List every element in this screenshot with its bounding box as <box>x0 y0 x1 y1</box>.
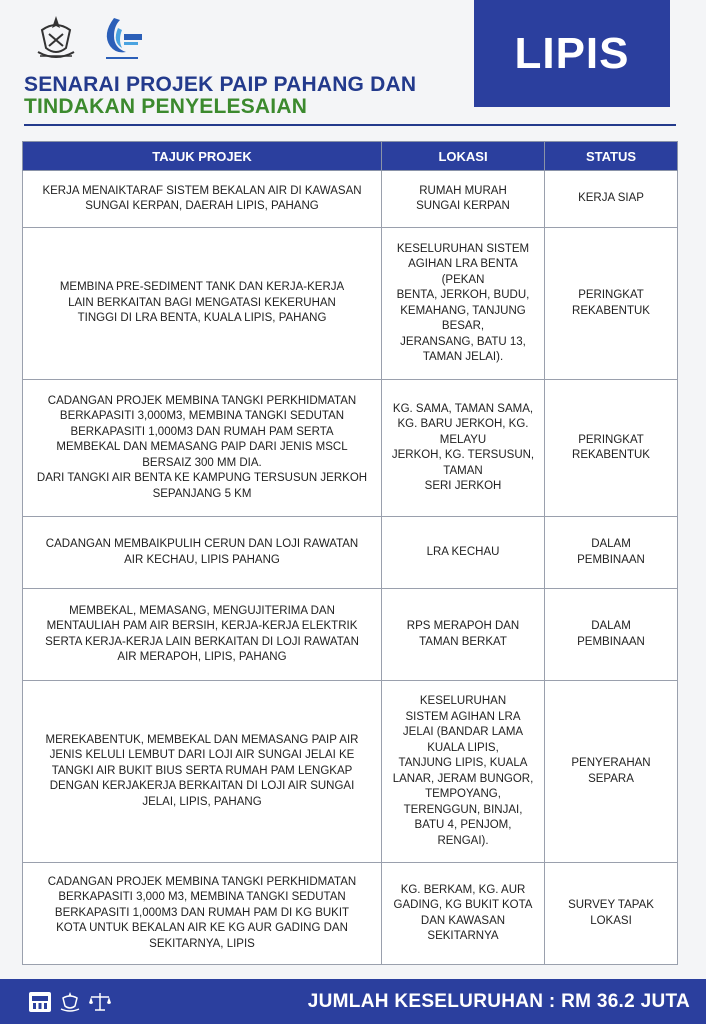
status-cell: PENYERAHAN SEPARA <box>545 681 678 863</box>
paip-logo-icon <box>96 12 148 64</box>
title-line-2: TINDAKAN PENYELESAIAN <box>24 95 308 118</box>
column-header-location: LOKASI <box>382 142 545 171</box>
table-row <box>23 171 678 228</box>
footer-logos <box>28 991 112 1013</box>
projects-table <box>22 141 678 965</box>
total-amount: JUMLAH KESELURUHAN : RM 36.2 JUTA <box>307 990 690 1012</box>
location-cell: KESELURUHAN SISTEM AGIHAN LRA JELAI (BANDAR LAMA KUALA LIPIS, TANJUNG LIPIS, KUALA LANAR, JERAM BUNGOR, TEMPOYANG, TERENGGUN, BINJAI, BATU 4, PENJOM, RENGAI). <box>382 681 545 863</box>
table-row <box>23 517 678 589</box>
project-title-cell: MEREKABENTUK, MEMBEKAL DAN MEMASANG PAIP AIR JENIS KELULI LEMBUT DARI LOJI AIR SUNGAI JELAI KE TANGKI AIR BUKIT BIUS SERTA RUMAH PAM LENGKAP DENGAN KERJAKERJA BERKAITAN DI LOJI AIR SUNGAI JELAI, LIPIS, PAHANG <box>23 681 382 863</box>
building-icon <box>28 991 52 1013</box>
table-header-row <box>23 142 678 171</box>
project-title-cell: KERJA MENAIKTARAF SISTEM BEKALAN AIR DI KAWASAN SUNGAI KERPAN, DAERAH LIPIS, PAHANG <box>23 171 382 228</box>
header-logos <box>30 10 148 66</box>
scales-icon <box>88 991 112 1013</box>
project-title-cell: CADANGAN MEMBAIKPULIH CERUN DAN LOJI RAWATAN AIR KECHAU, LIPIS PAHANG <box>23 517 382 589</box>
location-cell: KESELURUHAN SISTEM AGIHAN LRA BENTA (PEKAN BENTA, JERKOH, BUDU, KEMAHANG, TANJUNG BESAR, JERANSANG, BATU 13, TAMAN JELAI). <box>382 228 545 380</box>
table-row <box>23 681 678 863</box>
project-title-cell: MEMBEKAL, MEMASANG, MENGUJITERIMA DAN MENTAULIAH PAM AIR BERSIH, KERJA-KERJA ELEKTRIK SERTA KERJA-KERJA LAIN BERKAITAN DI LOJI RAWATAN AIR MERAPOH, LIPIS, PAHANG <box>23 589 382 681</box>
project-title-cell: MEMBINA PRE-SEDIMENT TANK DAN KERJA-KERJA LAIN BERKAITAN BAGI MENGATASI KEKERUHAN TINGGI DI LRA BENTA, KUALA LIPIS, PAHANG <box>23 228 382 380</box>
project-title-cell: CADANGAN PROJEK MEMBINA TANGKI PERKHIDMATAN BERKAPASITI 3,000 M3, MEMBINA TANGKI SEDUTAN BERKAPASITI 1,000M3 DAN RUMAH PAM DI KG BUKIT KOTA UNTUK BEKALAN AIR KE KG AUR GADING DAN SEKITARNYA, LIPIS <box>23 863 382 965</box>
title-line-1: SENARAI PROJEK PAIP PAHANG DAN <box>24 73 417 96</box>
location-cell: LRA KECHAU <box>382 517 545 589</box>
status-cell: DALAM PEMBINAAN <box>545 589 678 681</box>
table-row <box>23 863 678 965</box>
project-title-cell: CADANGAN PROJEK MEMBINA TANGKI PERKHIDMATAN BERKAPASITI 3,000M3, MEMBINA TANGKI SEDUTAN BERKAPASITI 1,000M3 DAN RUMAH PAM SERTA MEMBEKAL DAN MEMASANG PAIP DARI JENIS MSCL BERSAIZ 300 MM DIA. DARI TANGKI AIR BENTA KE KAMPUNG TERSUSUN JERKOH SEPANJANG 5 KM <box>23 380 382 517</box>
status-cell: SURVEY TAPAK LOKASI <box>545 863 678 965</box>
status-cell: DALAM PEMBINAAN <box>545 517 678 589</box>
status-cell: PERINGKAT REKABENTUK <box>545 380 678 517</box>
district-badge: LIPIS <box>474 0 670 107</box>
location-cell: RUMAH MURAH SUNGAI KERPAN <box>382 171 545 228</box>
status-cell: PERINGKAT REKABENTUK <box>545 228 678 380</box>
column-header-project: TAJUK PROJEK <box>23 142 382 171</box>
table-row <box>23 589 678 681</box>
location-cell: KG. BERKAM, KG. AUR GADING, KG BUKIT KOTA DAN KAWASAN SEKITARNYA <box>382 863 545 965</box>
page-title <box>24 74 464 118</box>
table-row <box>23 228 678 380</box>
pahang-state-crest-icon <box>30 12 82 64</box>
crest-icon <box>58 991 82 1013</box>
table-row <box>23 380 678 517</box>
title-divider <box>24 124 676 126</box>
location-cell: KG. SAMA, TAMAN SAMA, KG. BARU JERKOH, KG. MELAYU JERKOH, KG. TERSUSUN, TAMAN SERI JERKOH <box>382 380 545 517</box>
status-cell: KERJA SIAP <box>545 171 678 228</box>
location-cell: RPS MERAPOH DAN TAMAN BERKAT <box>382 589 545 681</box>
footer-bar <box>0 979 706 1024</box>
column-header-status: STATUS <box>545 142 678 171</box>
